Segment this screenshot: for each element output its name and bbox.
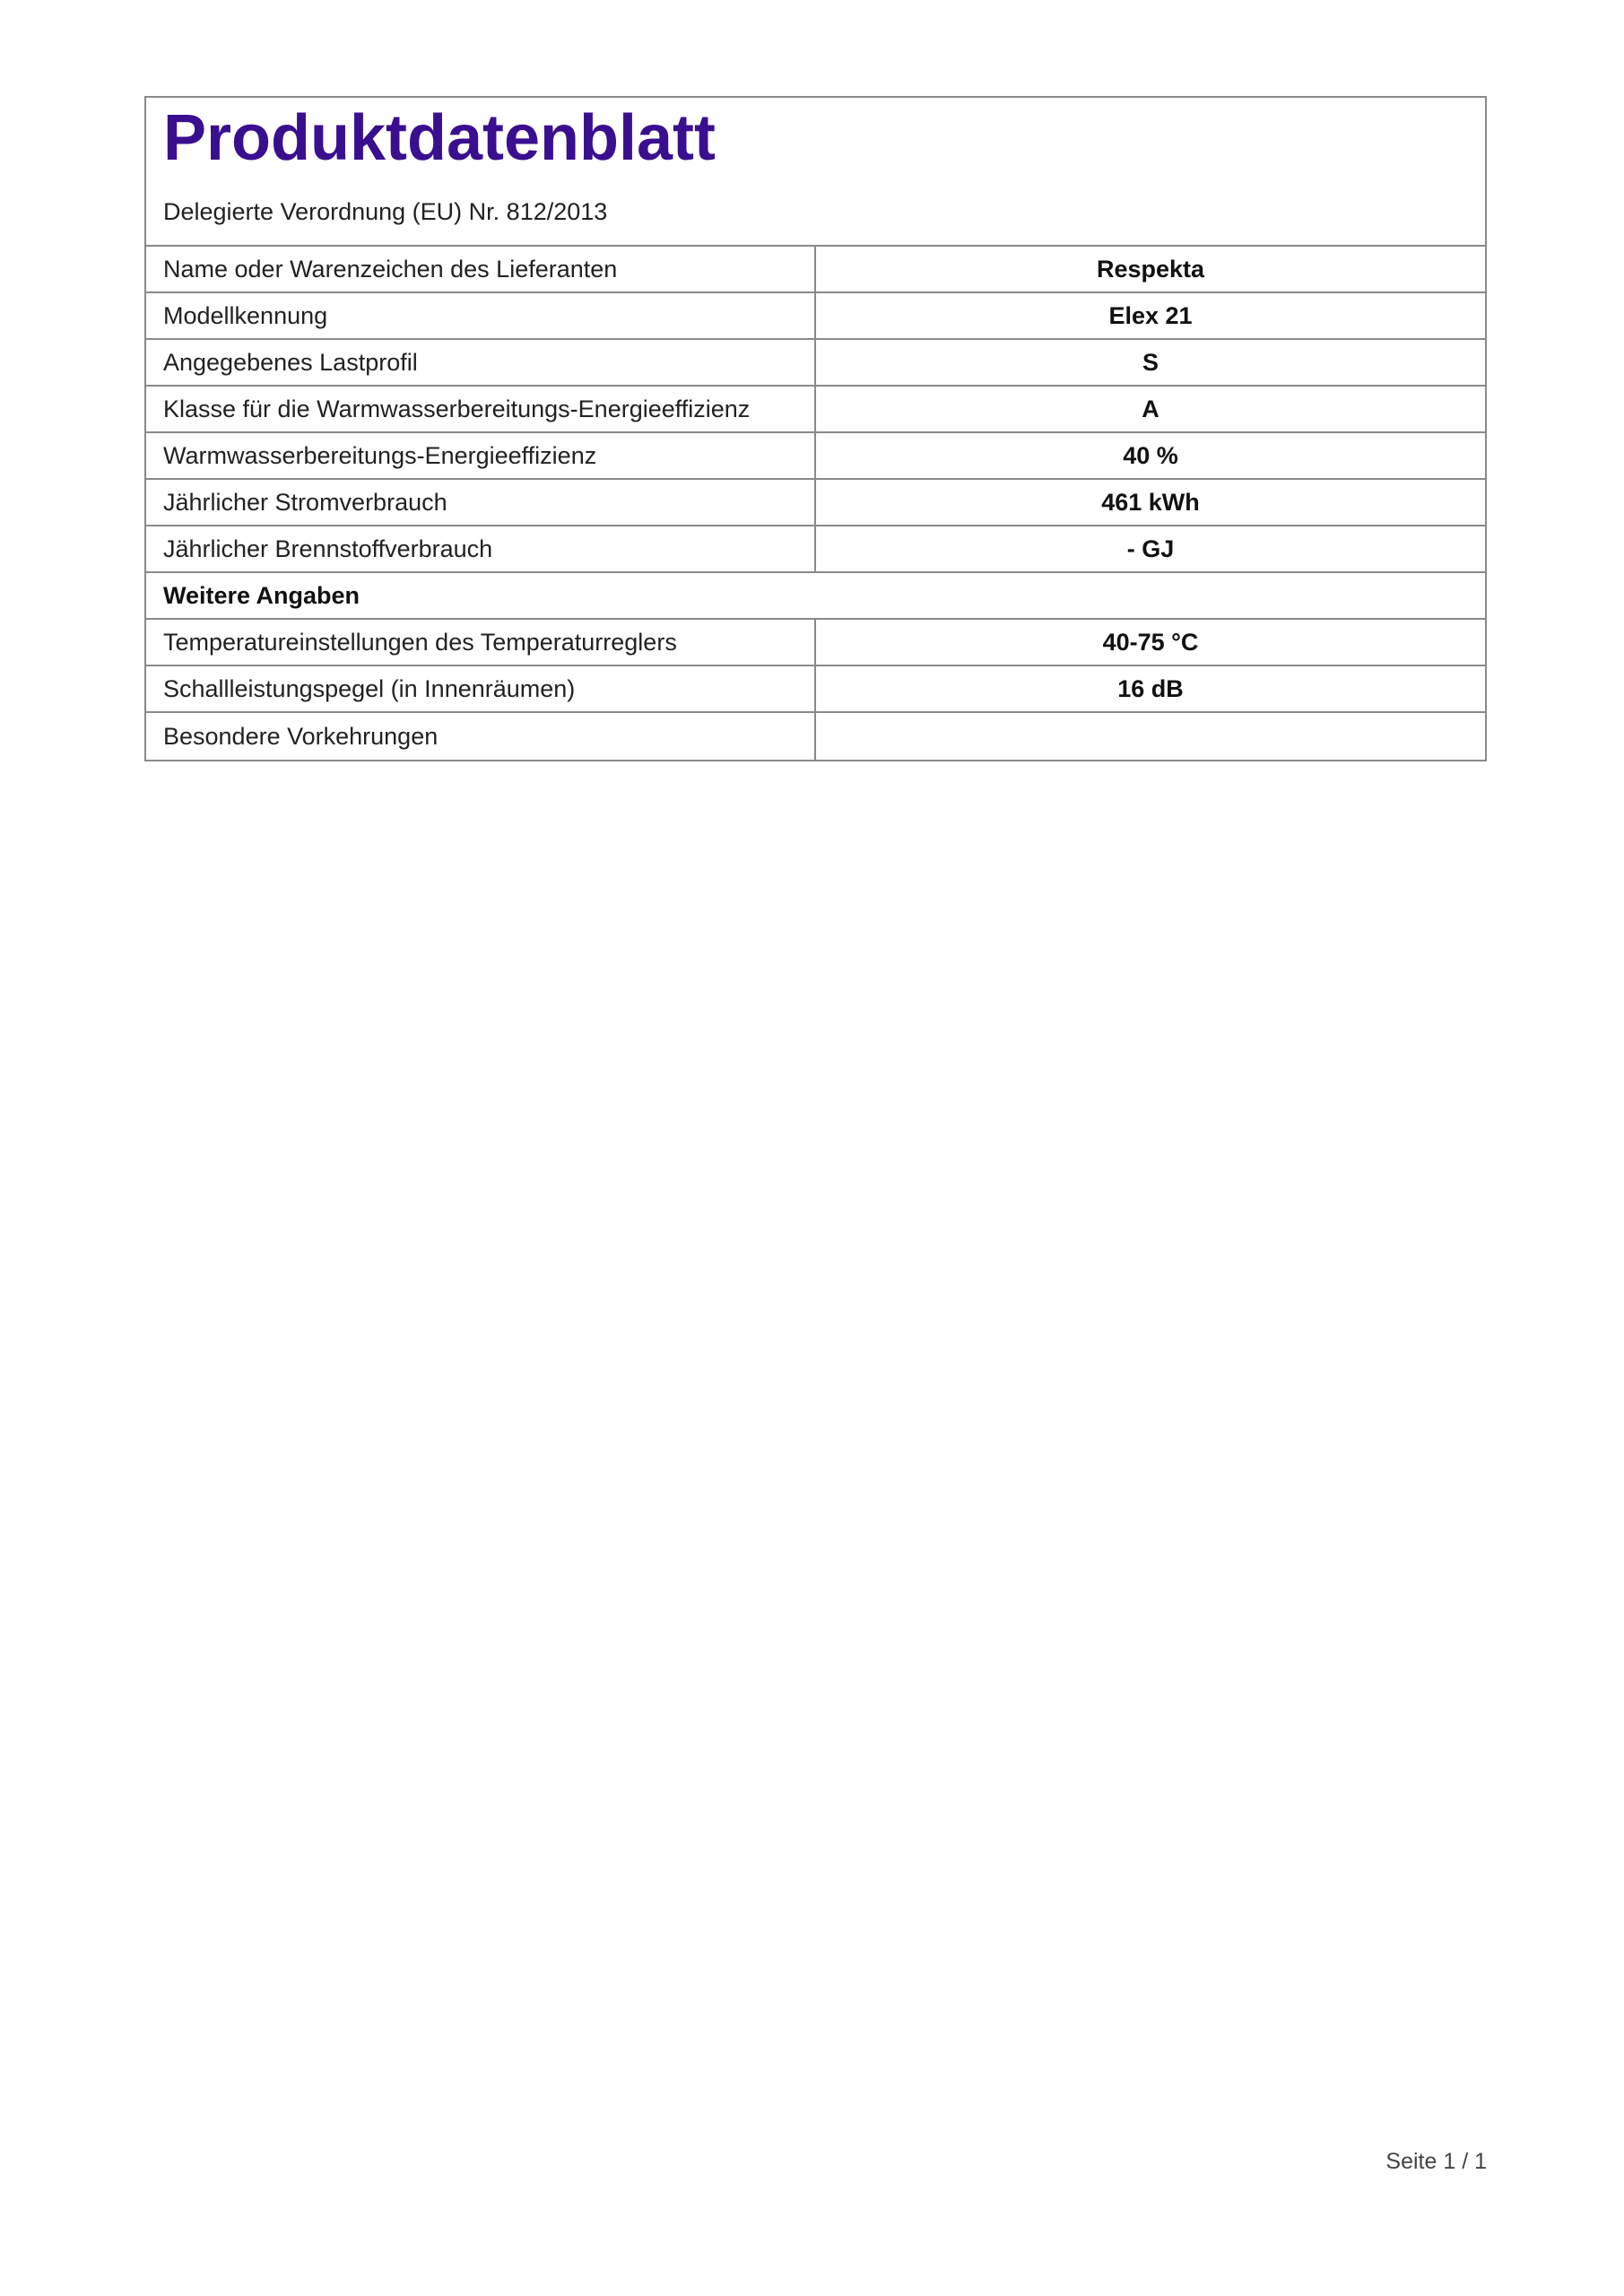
row-label: Besondere Vorkehrungen — [146, 713, 816, 760]
row-value: Elex 21 — [1108, 301, 1193, 329]
row-label: Temperatureinstellungen des Temperaturreglers — [146, 620, 816, 665]
row-value: A — [1142, 395, 1159, 422]
row-label: Klasse für die Warmwasserbereitungs-Energieeffizienz — [146, 387, 816, 431]
row-value: 40-75 °C — [1102, 628, 1199, 656]
table-row — [146, 526, 1485, 573]
table-row — [146, 666, 1485, 713]
row-value: 461 kWh — [1101, 488, 1200, 516]
row-label: Warmwasserbereitungs-Energieeffizienz — [146, 433, 816, 478]
regulation-reference: Delegierte Verordnung (EU) Nr. 812/2013 — [163, 198, 608, 225]
table-row — [146, 433, 1485, 480]
row-label: Name oder Warenzeichen des Lieferanten — [146, 247, 816, 291]
table-row — [146, 340, 1485, 387]
row-label: Jährlicher Brennstoffverbrauch — [146, 526, 816, 571]
section-heading: Weitere Angaben — [163, 581, 360, 609]
row-label: Jährlicher Stromverbrauch — [146, 480, 816, 525]
table-row — [146, 387, 1485, 433]
sheet-header — [146, 98, 1485, 247]
row-value: Respekta — [1096, 255, 1205, 283]
row-label: Modellkennung — [146, 293, 816, 338]
page-title: Produktdatenblatt — [163, 102, 716, 174]
row-value: 16 dB — [1117, 674, 1184, 702]
table-row — [146, 247, 1485, 293]
table-row — [146, 293, 1485, 340]
row-value: - GJ — [1126, 535, 1175, 562]
table-row — [146, 713, 1485, 760]
page-number: Seite 1 / 1 — [1385, 2149, 1487, 2174]
row-value: S — [1142, 348, 1159, 376]
table-row — [146, 620, 1485, 666]
product-data-sheet — [144, 96, 1487, 761]
row-label: Schallleistungspegel (in Innenräumen) — [146, 666, 816, 711]
section-heading-row — [146, 573, 1485, 620]
table-row — [146, 480, 1485, 526]
row-value: 40 % — [1123, 441, 1178, 469]
row-label: Angegebenes Lastprofil — [146, 340, 816, 385]
row-value — [816, 713, 1485, 760]
